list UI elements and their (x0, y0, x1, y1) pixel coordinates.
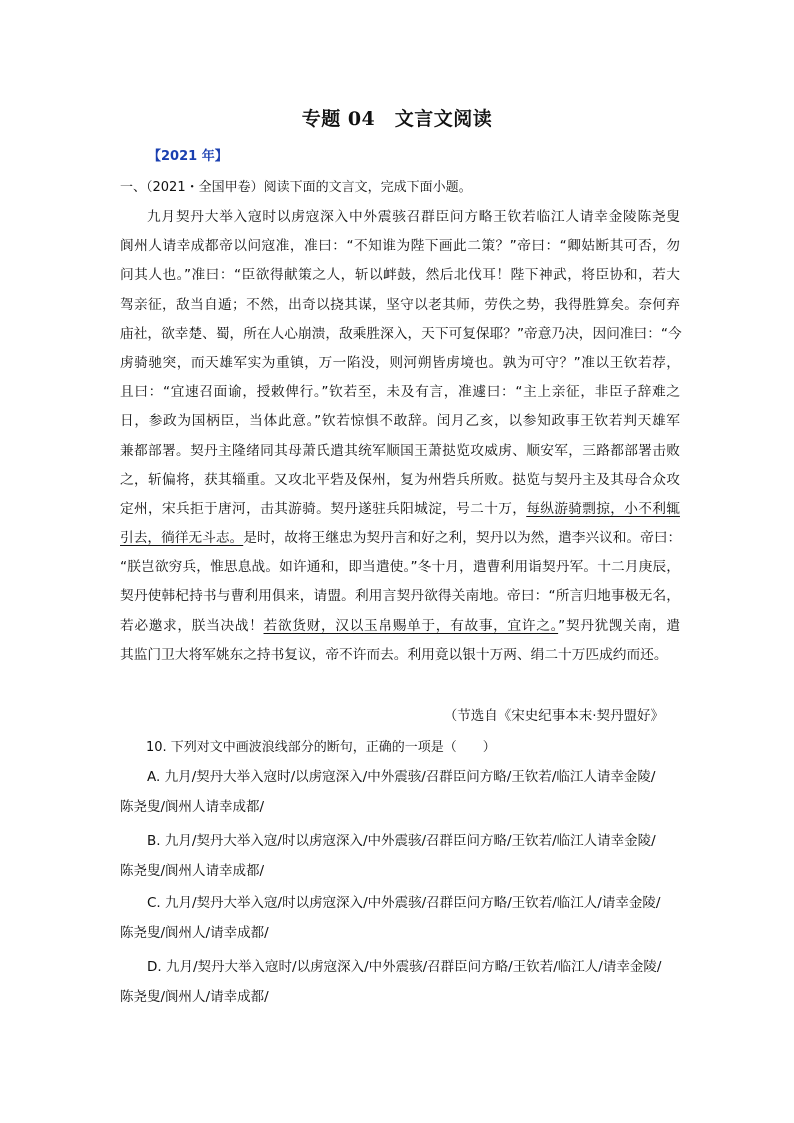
passage-line (120, 612, 680, 641)
option-line: 陈尧叟/阆州人请幸成都/ (120, 863, 265, 879)
classical-passage (120, 203, 680, 670)
passage-line: 之，斩偏将，获其辎重。又攻北平砦及保州，复为州砦兵所败。挞览与契丹主及其母合众攻 (120, 471, 680, 488)
passage-line (120, 524, 680, 553)
option-line: 陈尧叟/阆州人请幸成都/ (120, 799, 265, 815)
passage-line: 日，参政为国柄臣，当体此意。”钦若惊惧不敢辞。闰月乙亥，以参知政事王钦若判天雄军 (120, 413, 680, 430)
year-tag: 【2021 年】 (148, 149, 228, 164)
underlined-sentence: 若欲货财，汉以玉帛赐单于，有故事，宜许之。 (263, 617, 559, 634)
question-stem: 10. 下列对文中画波浪线部分的断句，正确的一项是（ ） (146, 740, 496, 755)
underlined-sentence: 引去，徜徉无斗志。 (120, 530, 244, 547)
option-line: A. 九月/契丹大举入寇时/以虏寇深入/中外震骇/召群臣问方略/王钦若/临江人请幸金陵/ (147, 769, 656, 785)
option-c (120, 888, 680, 948)
passage-line: 兼都部署。契丹主隆绪同其母萧氏遣其统军顺国王萧挞览攻威虏、顺安军，三路都部署击败 (120, 442, 680, 459)
question-intro: 一、（2021・全国甲卷）阅读下面的文言文，完成下面小题。 (120, 180, 472, 195)
option-line: D. 九月/契丹大举入寇时/以虏寇深入/中外震骇/召群臣问方略/王钦若/临江人/请幸金陵/ (147, 959, 662, 975)
passage-text: ”契丹犹觊关南，遣 (558, 617, 681, 634)
option-line: 陈尧叟/阆州人/请幸成都/ (120, 989, 269, 1005)
option-line: C. 九月/契丹大举入寇/时以虏寇深入/中外震骇/召群臣问方略/王钦若/临江人/请幸金陵/ (147, 895, 661, 911)
page-title: 专题 04 文言文阅读 (301, 108, 493, 130)
passage-line: 九月契丹大举入寇时以虏寇深入中外震骇召群臣问方略王钦若临江人请幸金陵陈尧叟 (147, 209, 680, 225)
passage-text: 若必邀求，朕当决战！ (120, 617, 264, 634)
passage-line: 虏骑驰突，而天雄军实为重镇，万一陷没，则河朔皆虏境也。孰为可守？”准以王钦若荐， (120, 354, 680, 371)
passage-line: 庙社，欲幸楚、蜀，所在人心崩溃，敌乘胜深入，天下可复保耶？”帝意乃决，因问准曰：“今 (120, 325, 682, 342)
passage-text: 定州，宋兵拒于唐河，击其游骑。契丹遂驻兵阳城淀，号二十万， (120, 500, 527, 517)
passage-line: 其监门卫大将军姚东之持书复议，帝不许而去。利用竟以银十万两、绢二十万匹成约而还。 (120, 646, 668, 663)
passage-line: 问其人也。”准曰：“臣欲得献策之人，斩以衅鼓，然后北伐耳！陛下神武，将臣协和，若大 (120, 267, 680, 284)
underlined-sentence: 每纵游骑剽掠，小不利辄 (526, 500, 680, 517)
passage-line: 驾亲征，敌当自遁；不然，出奇以挠其谋，坚守以老其师，劳佚之势，我得胜算矣。奈何弃 (120, 296, 680, 313)
option-d (120, 952, 680, 1012)
passage-line: 且曰：“宜速召面谕，授敕俾行。”钦若至，未及有言，准遽曰：“主上亲征，非臣子辞难之 (120, 384, 680, 401)
passage-source: （节选自《宋史纪事本末·契丹盟好》 (443, 708, 664, 724)
passage-line: “朕岂欲穷兵，惟思息战。如许通和，即当遣使。”冬十月，遣曹利用诣契丹军。十二月庚辰， (120, 559, 680, 576)
passage-text: 是时，故将王继忠为契丹言和好之利，契丹以为然，遣李兴议和。帝曰： (243, 530, 682, 547)
passage-line: 阆州人请幸成都帝以问寇准，准曰：“不知谁为陛下画此二策？”帝曰：“卿姑断其可否，勿 (120, 238, 680, 255)
passage-line (120, 495, 680, 524)
option-a (120, 762, 680, 822)
option-line: 陈尧叟/阆州人/请幸成都/ (120, 925, 269, 941)
option-line: B. 九月/契丹大举入寇/时以虏寇深入/中外震骇/召群臣问方略/王钦若/临江人请幸金陵/ (147, 833, 656, 849)
passage-line: 契丹使韩杞持书与曹利用俱来，请盟。利用言契丹欲得关南地。帝曰：“所言归地事极无名， (120, 588, 680, 605)
option-b (120, 826, 680, 886)
